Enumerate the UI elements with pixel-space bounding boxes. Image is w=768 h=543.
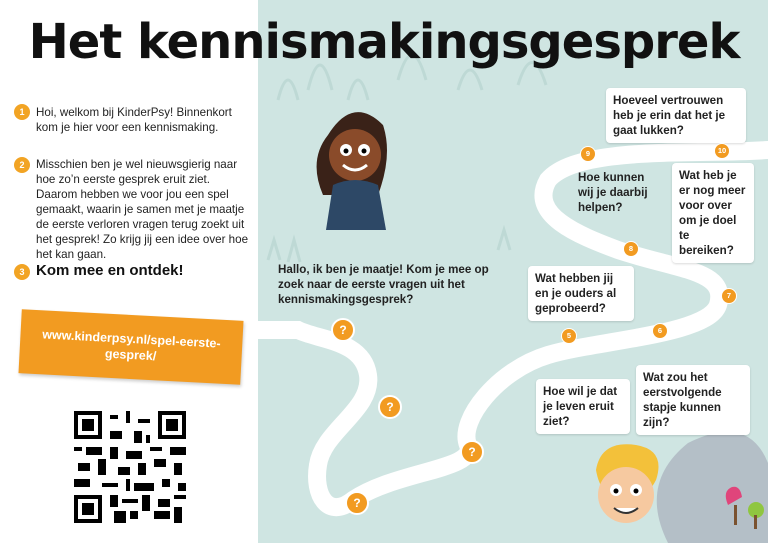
step-1-text: Hoi, welkom bij KinderPsy! Binnenkort kom je hier voor een kennismaking. — [36, 106, 232, 134]
girl-character-icon — [317, 112, 387, 230]
boy-character-icon — [596, 444, 659, 523]
question-9-text: Hoe kunnen wij je daarbij helpen? — [578, 171, 648, 214]
qr-code-icon — [74, 411, 186, 523]
page-title: Het kennismakingsgesprek — [28, 14, 740, 70]
intro-text: Hallo, ik ben je maatje! Kom je mee op zoek naar de eerste vragen uit het kennismakingsgesprek? — [278, 263, 489, 306]
step-2-text: Misschien ben je wel nieuwsgierig naar hoe zo’n eerste gesprek eruit ziet. Daarom hebben we voor jou een spel gemaakt, waarin je samen met je maatje de eerste verloren vragen terug zoekt uit het gesprek! Zo krijg jij een idee over hoe het kan gaan. — [36, 158, 249, 261]
question-marker[interactable]: ? — [331, 318, 355, 342]
path-marker-8: 8 — [623, 241, 639, 257]
path-marker-10: 10 — [714, 143, 730, 159]
step-3-text: Kom mee en ontdek! — [36, 262, 184, 279]
question-marker[interactable]: ? — [460, 440, 484, 464]
question-6-bubble: Wat zou het eerstvolgende stapje kunnen zijn? — [636, 365, 750, 435]
question-5-bubble: Hoe wil je dat je leven eruit ziet? — [536, 379, 630, 434]
question-7-bubble: Wat hebben jij en je ouders al geprobeerd? — [528, 266, 634, 321]
path-marker-5: 5 — [561, 328, 577, 344]
question-marker[interactable]: ? — [378, 395, 402, 419]
step-1-badge: 1 — [14, 104, 30, 120]
step-3-badge: 3 — [14, 264, 30, 280]
path-marker-6: 6 — [652, 323, 668, 339]
path-marker-7: 7 — [721, 288, 737, 304]
website-link[interactable] — [18, 309, 243, 385]
question-10-bubble: Hoeveel vertrouwen heb je erin dat het je gaat lukken? — [606, 88, 746, 143]
question-marker[interactable]: ? — [345, 491, 369, 515]
path-marker-9: 9 — [580, 146, 596, 162]
question-8-bubble: Wat heb je er nog meer voor over om je doel te bereiken? — [672, 163, 754, 263]
step-2-badge: 2 — [14, 157, 30, 173]
website-link-text[interactable]: www.kinderpsy.nl/spel-eerste-gesprek/ — [41, 327, 221, 364]
